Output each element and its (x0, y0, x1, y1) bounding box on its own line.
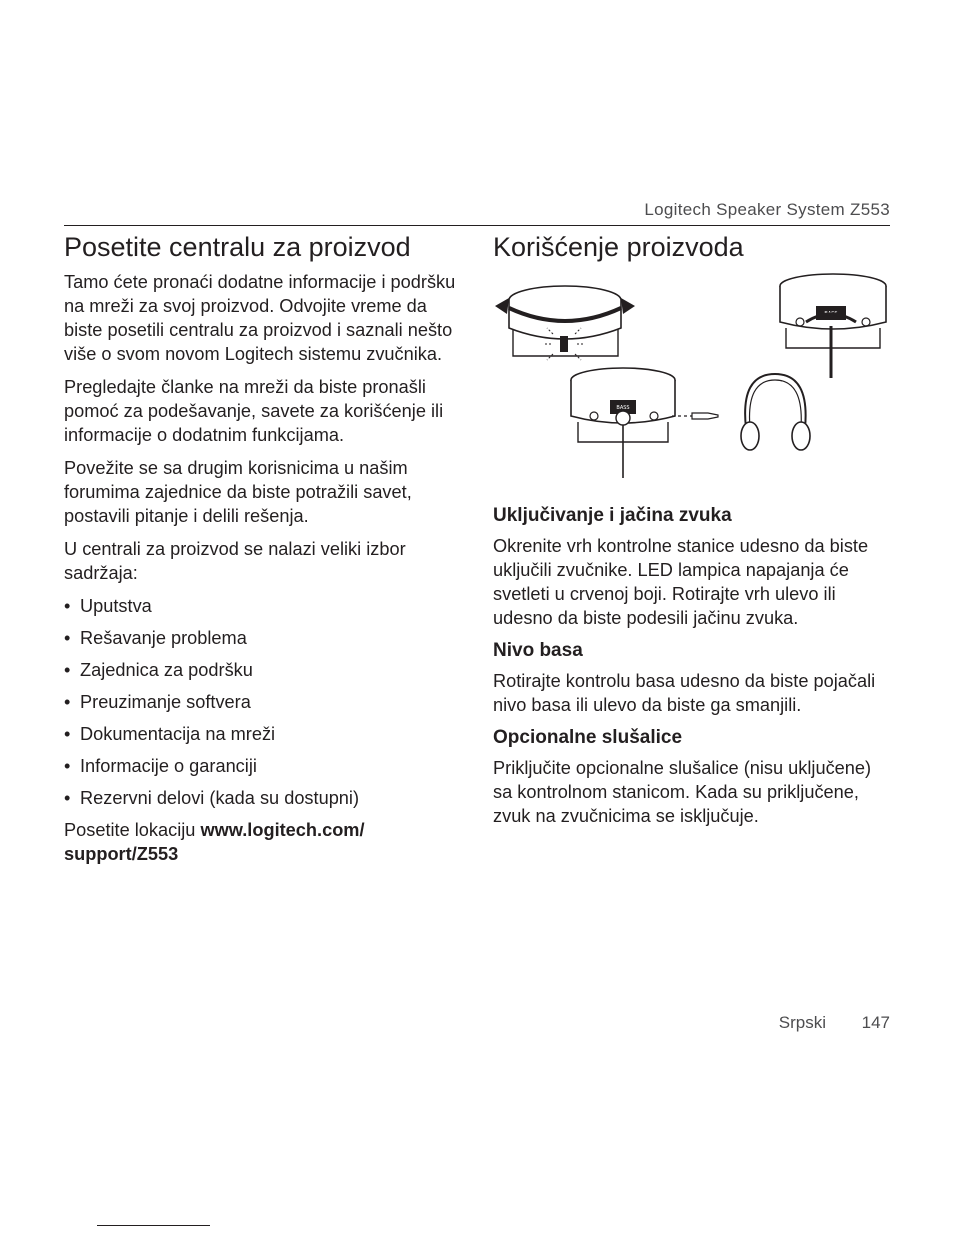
headphone-jack-illustration (568, 358, 728, 480)
header-rule (64, 225, 890, 226)
left-heading: Posetite centralu za proizvod (64, 232, 411, 262)
section-title-headphones: Opcionalne slušalice (493, 727, 683, 748)
list-item: • Rezervni delovi (kada su dostupni) (64, 788, 360, 808)
section-title-bass: Nivo basa (493, 640, 583, 661)
bass-label: BASS (824, 311, 838, 317)
usage-illustrations (493, 270, 890, 480)
content-list (64, 594, 464, 810)
section-text-power: Okrenite vrh kontrolne stanice udesno da biste uključili zvučnike. LED lampica napajanja će svetleti u crvenoj boji. Rotirajte vrh ulevo ili udesno da biste podesili jačinu zvuka. (493, 536, 869, 628)
right-column (493, 230, 890, 837)
paragraph-3: Povežite se sa drugim korisnicima u našim forumima zajednice da biste potražili savet, postavili pitanje i delili rešenja. (64, 458, 412, 526)
running-header: Logitech Speaker System Z553 (644, 200, 890, 219)
page-number: 147 (861, 1013, 890, 1032)
list-item: • Preuzimanje softvera (64, 692, 251, 712)
footer-language: Srpski (778, 1013, 826, 1032)
bass-control-illustration (776, 270, 891, 380)
right-heading: Korišćenje proizvoda (493, 232, 744, 262)
visit-paragraph: Posetite lokaciju www.logitech.com/ support/Z553 (64, 820, 365, 864)
paragraph-4: U centrali za proizvod se nalazi veliki izbor sadržaja: (64, 539, 406, 583)
control-station-rotate-illustration (493, 276, 638, 371)
paragraph-2: Pregledajte članke na mreži da biste pronašli pomoć za podešavanje, savete za korišćenje ili informacije o dodatnim funkcijama. (64, 377, 444, 445)
section-text-bass: Rotirajte kontrolu basa udesno da biste pojačali nivo basa ili ulevo da biste ga smanjili. (493, 671, 876, 715)
list-item: • Informacije o garanciji (64, 756, 257, 776)
section-title-power: Uključivanje i jačina zvuka (493, 505, 732, 526)
left-column (64, 230, 464, 875)
support-link[interactable]: www.logitech.com/ support/Z553 (64, 820, 365, 864)
section-text-headphones: Priključite opcionalne slušalice (nisu uključene) sa kontrolnom stanicom. Kada su priključene, zvuk na zvučnicima se isključuje. (493, 758, 872, 826)
list-item: • Uputstva (64, 596, 152, 616)
headphones-icon (738, 370, 813, 456)
bass-label-2: BASS (616, 405, 630, 411)
list-item: • Zajednica za podršku (64, 660, 253, 680)
list-item: • Rešavanje problema (64, 628, 247, 648)
paragraph-1: Tamo ćete pronaći dodatne informacije i podršku na mreži za svoj proizvod. Odvojite vreme da biste posetili centralu za proizvod i saznali nešto više o svom novom Logitech sistemu zvučnika. (64, 272, 456, 364)
bottom-rule (97, 1225, 210, 1226)
list-item: • Dokumentacija na mreži (64, 724, 276, 744)
